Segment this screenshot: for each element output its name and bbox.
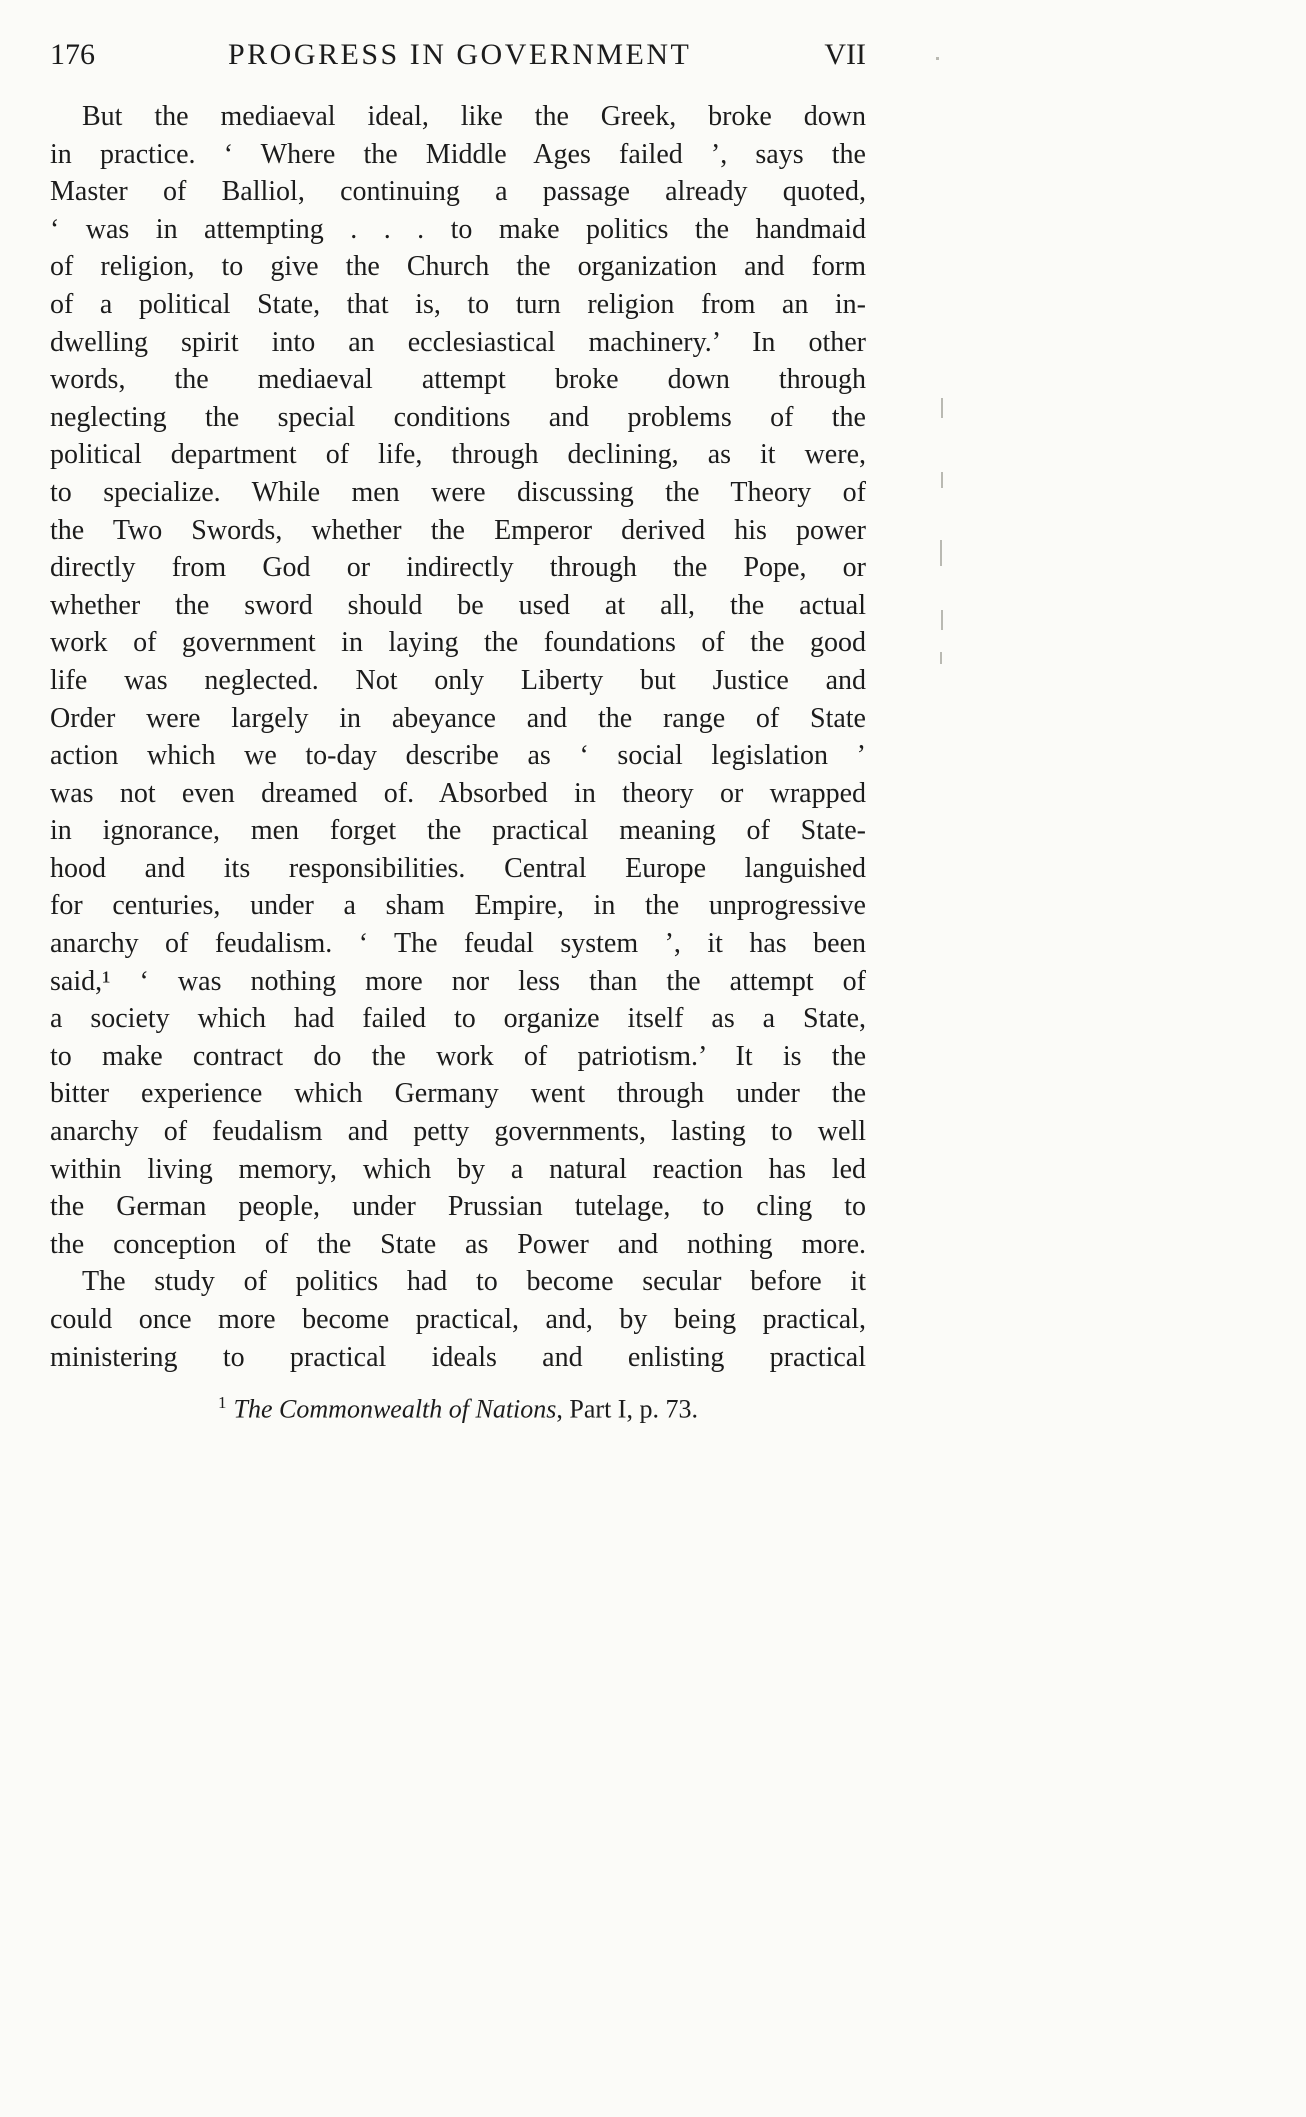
scan-artifact xyxy=(941,472,943,488)
text-line: words, the mediaeval attempt broke down through xyxy=(50,364,866,396)
text-line: was not even dreamed of. Absorbed in theory or wrapped xyxy=(50,777,866,809)
scan-artifact xyxy=(941,610,943,630)
text-line: ‘ was in attempting . . . to make politics the handmaid xyxy=(50,213,866,245)
text-line: action which we to-day describe as ‘ social legislation ’ xyxy=(50,740,866,772)
text-line: neglecting the special conditions and problems of the xyxy=(50,401,866,433)
footnote-marker: 1 xyxy=(218,1393,227,1413)
text-line: But the mediaeval ideal, like the Greek, broke down xyxy=(82,101,866,132)
text-line: directly from God or indirectly through the Pope, or xyxy=(50,552,866,584)
text-line: said,¹ ‘ was nothing more nor less than the attempt of xyxy=(50,965,866,997)
text-line: ministering to practical ideals and enlisting practical xyxy=(50,1341,866,1373)
footnote-rest: , Part I, p. 73. xyxy=(556,1394,698,1424)
page-number: 176 xyxy=(50,38,95,71)
text-line: Master of Balliol, continuing a passage already quoted, xyxy=(50,176,866,208)
text-line: dwelling spirit into an ecclesiastical machinery.’ In other xyxy=(50,326,866,358)
text-line: The study of politics had to become secular before it xyxy=(82,1266,866,1298)
text-line: could once more become practical, and, by being practical, xyxy=(50,1304,866,1335)
paragraph xyxy=(50,1263,866,1376)
text-line: Order were largely in abeyance and the range of State xyxy=(50,702,866,734)
scan-artifact xyxy=(940,540,942,566)
text-line: to make contract do the work of patriotism.’ It is the xyxy=(50,1040,866,1072)
text-line: political department of life, through declining, as it were, xyxy=(50,439,866,471)
text-line: life was neglected. Not only Liberty but Justice and xyxy=(50,664,866,696)
text-line: of religion, to give the Church the organization and form xyxy=(50,251,866,283)
text-line: the German people, under Prussian tutelage, to cling to xyxy=(50,1191,866,1223)
text-line: in ignorance, men forget the practical meaning of State- xyxy=(50,815,866,847)
text-line: the conception of the State as Power and nothing more. xyxy=(50,1228,866,1260)
text-line: whether the sword should be used at all, the actual xyxy=(50,589,866,621)
running-title: PROGRESS IN GOVERNMENT xyxy=(227,38,692,71)
text-line: bitter experience which Germany went through under the xyxy=(50,1078,866,1110)
text-line: hood and its responsibilities. Central Europe languished xyxy=(50,852,866,884)
page-header xyxy=(50,38,866,72)
text-block xyxy=(50,38,866,1427)
text-line: a society which had failed to organize itself as a State, xyxy=(50,1003,866,1035)
text-line: work of government in laying the foundations of the good xyxy=(50,627,866,659)
text-line: for centuries, under a sham Empire, in the unprogressive xyxy=(50,890,866,922)
paragraph xyxy=(50,98,866,1263)
text-line: anarchy of feudalism and petty governments, lasting to well xyxy=(50,1116,866,1148)
scan-artifact xyxy=(940,652,942,664)
text-line: the Two Swords, whether the Emperor derived his power xyxy=(50,514,866,546)
text-line: of a political State, that is, to turn religion from an in- xyxy=(50,288,866,320)
text-line: within living memory, which by a natural reaction has led xyxy=(50,1153,866,1185)
chapter-numeral: VII xyxy=(824,38,866,71)
footnote xyxy=(50,1386,866,1427)
scan-artifact xyxy=(936,57,939,60)
text-line: anarchy of feudalism. ‘ The feudal system ’, it has been xyxy=(50,928,866,960)
text-line: to specialize. While men were discussing the Theory of xyxy=(50,476,866,508)
page-body xyxy=(50,98,866,1376)
scan-artifact xyxy=(941,398,943,418)
text-line: in practice. ‘ Where the Middle Ages failed ’, says the xyxy=(50,138,866,170)
footnote-work-title: The Commonwealth of Nations xyxy=(233,1394,557,1424)
